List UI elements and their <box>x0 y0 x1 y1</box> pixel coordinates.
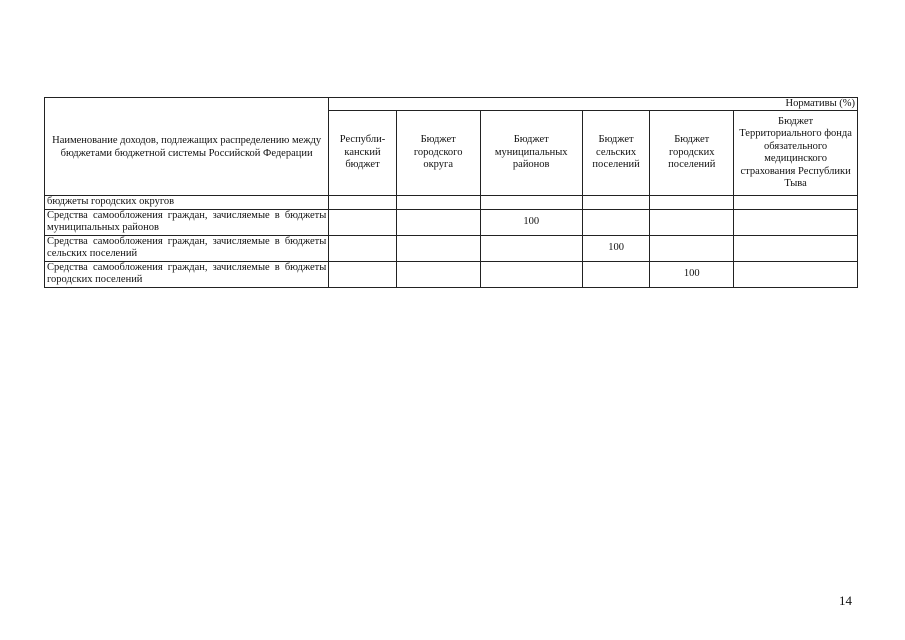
table-cell <box>480 235 582 261</box>
revenue-name-header: Наименование доходов, подлежащих распределению между бюджетами бюджетной системы Российской Федерации <box>45 98 329 196</box>
table-cell <box>329 261 396 287</box>
page-number: 14 <box>839 593 852 608</box>
table-cell <box>480 261 582 287</box>
table-cell <box>650 196 734 210</box>
table-row <box>45 196 858 210</box>
table-cell <box>582 261 649 287</box>
table-cell <box>396 261 480 287</box>
column-header-republican: Республи-канский бюджет <box>329 111 396 196</box>
column-header-municipal-districts: Бюджет муниципальных районов <box>480 111 582 196</box>
table-cell <box>734 196 858 210</box>
table-cell <box>582 209 649 235</box>
table-cell <box>480 196 582 210</box>
row-name: бюджеты городских округов <box>45 196 329 210</box>
row-name: Средства самообложения граждан, зачисляемые в бюджеты городских поселений <box>45 261 329 287</box>
table-cell <box>329 235 396 261</box>
row-name: Средства самообложения граждан, зачисляемые в бюджеты муниципальных районов <box>45 209 329 235</box>
table-cell <box>396 209 480 235</box>
table-row <box>45 235 858 261</box>
table-cell: 100 <box>582 235 649 261</box>
table-cell <box>734 261 858 287</box>
normatives-header: Нормативы (%) <box>329 98 858 111</box>
table-cell <box>650 235 734 261</box>
table-cell <box>734 235 858 261</box>
table-cell <box>329 209 396 235</box>
column-header-rural-settlements: Бюджет сельских поселений <box>582 111 649 196</box>
table-cell: 100 <box>480 209 582 235</box>
table-cell <box>734 209 858 235</box>
table-cell <box>396 235 480 261</box>
table-cell <box>396 196 480 210</box>
column-header-city-district: Бюджет городского округа <box>396 111 480 196</box>
table-row <box>45 261 858 287</box>
table-cell <box>329 196 396 210</box>
table-cell: 100 <box>650 261 734 287</box>
table-cell <box>582 196 649 210</box>
header-row-1 <box>45 98 858 111</box>
normatives-table <box>44 97 858 288</box>
table-cell <box>650 209 734 235</box>
column-header-medical-insurance-fund: Бюджет Территориального фонда обязательного медицинского страхования Республики Тыва <box>734 111 858 196</box>
table-row <box>45 209 858 235</box>
row-name: Средства самообложения граждан, зачисляемые в бюджеты сельских поселений <box>45 235 329 261</box>
column-header-urban-settlements: Бюджет городских поселений <box>650 111 734 196</box>
